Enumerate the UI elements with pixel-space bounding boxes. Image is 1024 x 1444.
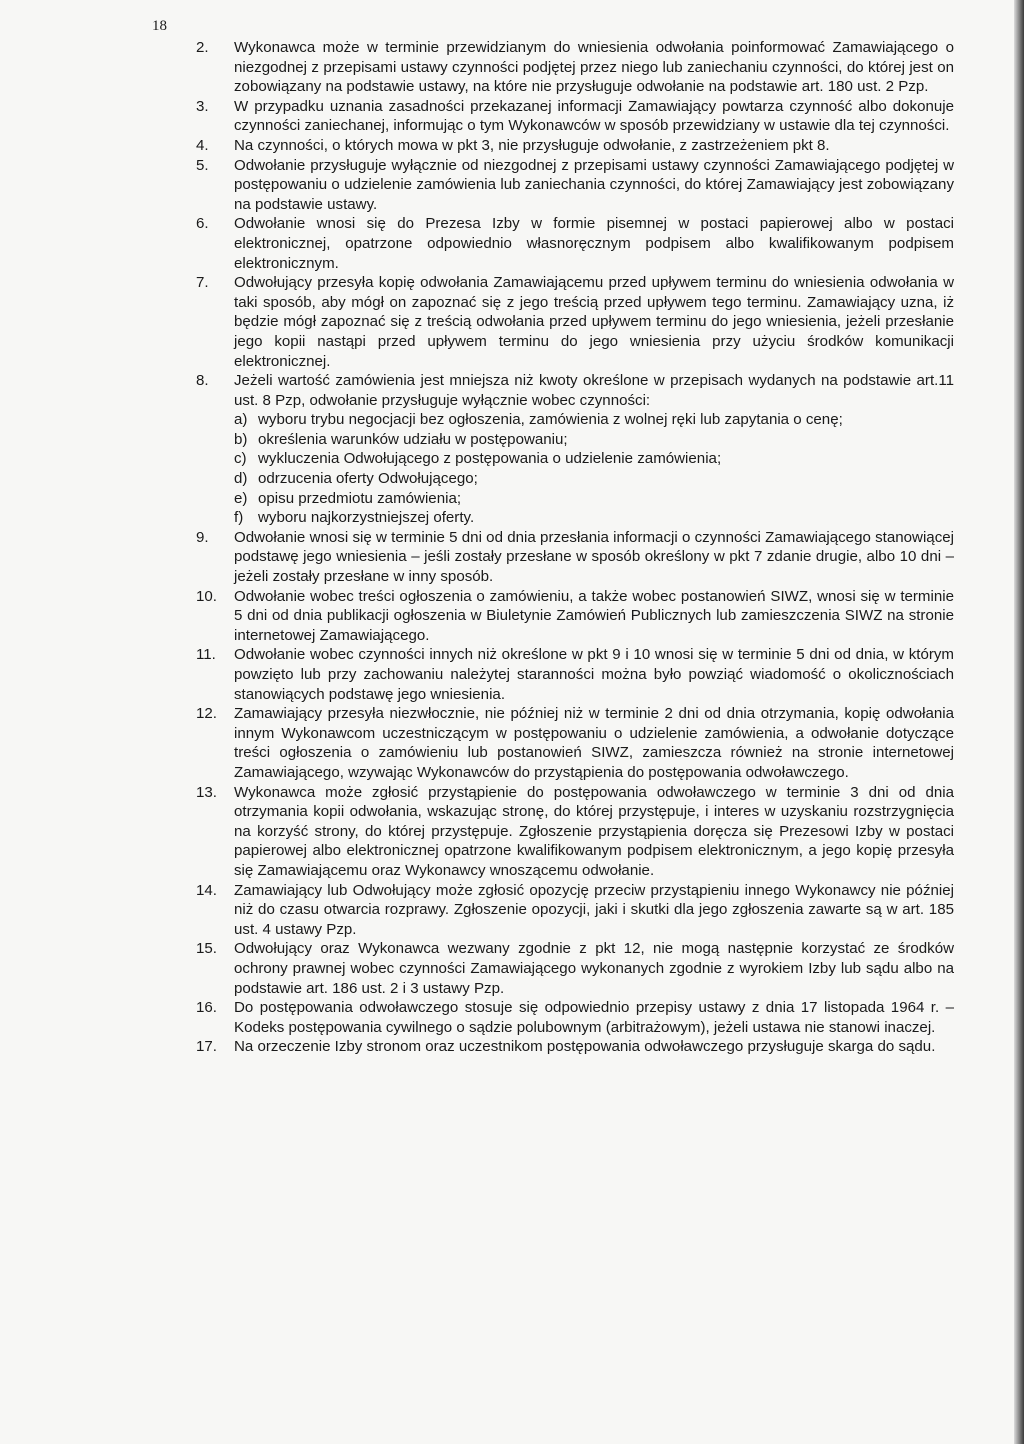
clause-number: 9. xyxy=(196,528,209,546)
sub-clause-item xyxy=(234,449,954,469)
sub-clause-text: wykluczenia Odwołującego z postępowania o udzielenie zamówienia; xyxy=(258,450,722,468)
clause-text: Odwołanie wobec treści ogłoszenia o zamówieniu, a także wobec postanowień SIWZ, wnosi się w terminie 5 dni od dnia publikacji ogłoszenia w Biuletynie Zamówień Publicznych lub zamieszczenia SIWZ na stronie internetowej Zamawiającego. xyxy=(234,587,954,644)
clause-item xyxy=(196,645,954,704)
clause-item xyxy=(196,273,954,371)
clause-text: Wykonawca może w terminie przewidzianym do wniesienia odwołania poinformować Zamawiającego o niezgodnej z przepisami ustawy czynności podjętej przez niego lub zaniechaniu czynności, do której jest on zobowiązany na podstawie ustawy, na które nie przysługuje odwołanie na podstawie art. 180 ust. 2 Pzp. xyxy=(234,39,954,96)
sub-clause-item xyxy=(234,489,954,509)
sub-clause-text: odrzucenia oferty Odwołującego; xyxy=(258,470,478,488)
clause-text: Odwołanie wnosi się do Prezesa Izby w formie pisemnej w postaci papierowej albo w postaci elektronicznej, opatrzone odpowiednio własnoręcznym podpisem albo kwalifikowanym podpisem elektronicznym. xyxy=(234,215,954,272)
clause-text: Wykonawca może zgłosić przystąpienie do postępowania odwoławczego w terminie 3 dni od dnia otrzymania kopii odwołania, wskazując stronę, do której przystępuje, i interes w uzyskaniu rozstrzygnięcia na korzyść strony, do której przystępuje. Zgłoszenie przystąpienia doręcza się Prezesowi Izby w postaci papierowej albo elektronicznej opatrzone kwalifikowanym podpisem elektronicznym, a jego kopię przesyła się Zamawiającemu oraz Wykonawcy wnoszącemu odwołanie. xyxy=(234,783,954,879)
clause-number: 7. xyxy=(196,274,209,292)
clause-item xyxy=(196,704,954,782)
clause-item xyxy=(196,939,954,998)
sub-clause-item xyxy=(234,410,954,430)
clause-item xyxy=(196,214,954,273)
clause-number: 8. xyxy=(196,372,209,390)
sub-clause-item xyxy=(234,508,954,528)
clause-number: 15. xyxy=(196,940,217,958)
sub-clause-text: wyboru najkorzystniejszej oferty. xyxy=(258,509,475,527)
sub-clause-item xyxy=(234,430,954,450)
clause-item xyxy=(196,881,954,940)
clause-item xyxy=(196,1037,954,1057)
clause-text: Do postępowania odwoławczego stosuje się odpowiednio przepisy ustawy z dnia 17 listopada 1964 r. – Kodeks postępowania cywilnego o sądzie polubownym (arbitrażowym), jeżeli ustawa nie stanowi inaczej. xyxy=(234,999,954,1036)
sub-clause-list xyxy=(234,410,954,528)
sub-clause-letter: b) xyxy=(234,430,248,448)
clause-item xyxy=(196,38,954,97)
page-number: 18 xyxy=(152,18,167,34)
clause-item xyxy=(196,156,954,215)
sub-clause-text: określenia warunków udziału w postępowaniu; xyxy=(258,430,568,448)
clause-text: Odwołujący przesyła kopię odwołania Zamawiającemu przed upływem terminu do wniesienia odwołania w taki sposób, aby mógł on zapoznać się z jego treścią przed upływem tego terminu. Zamawiający uzna, iż będzie mógł zapoznać się z treścią odwołania przed upływem terminu do jego wniesienia, jeżeli przesłanie jego kopii nastąpi przed upływem terminu do jego wniesienia przy użyciu środków komunikacji elektronicznej. xyxy=(234,274,954,370)
clause-item xyxy=(196,371,954,528)
sub-clause-item xyxy=(234,469,954,489)
clause-number: 6. xyxy=(196,215,209,233)
clause-number: 13. xyxy=(196,783,217,801)
clause-list xyxy=(196,38,954,1057)
clause-number: 5. xyxy=(196,156,209,174)
clause-item xyxy=(196,136,954,156)
clause-text: Zamawiający lub Odwołujący może zgłosić opozycję przeciw przystąpieniu innego Wykonawcy nie później niż do czasu otwarcia rozprawy. Zgłoszenie opozycji, jaki i skutki dla jego zgłoszenia zawarte są w art. 185 ust. 4 ustawy Pzp. xyxy=(234,881,954,938)
clause-number: 4. xyxy=(196,136,209,154)
sub-clause-letter: d) xyxy=(234,470,248,488)
clause-text: Odwołanie wnosi się w terminie 5 dni od dnia przesłania informacji o czynności Zamawiającego stanowiącej podstawę jego wniesienia – jeśli zostały przesłane w sposób określony w pkt 7 zdanie drugie, albo 10 dni – jeżeli zostały przesłane w inny sposób. xyxy=(234,528,954,586)
clause-number: 14. xyxy=(196,881,217,899)
clause-item xyxy=(196,528,954,587)
clause-text: W przypadku uznania zasadności przekazanej informacji Zamawiający powtarza czynność albo dokonuje czynności zaniechanej, informując o tym Wykonawców w sposób przewidziany w ustawie dla tej czynności. xyxy=(234,97,954,135)
clause-number: 11. xyxy=(196,646,216,664)
sub-clause-text: wyboru trybu negocjacji bez ogłoszenia, zamówienia z wolnej ręki lub zapytania o cenę; xyxy=(258,411,843,429)
clause-number: 10. xyxy=(196,587,217,605)
clause-text: Odwołujący oraz Wykonawca wezwany zgodnie z pkt 12, nie mogą następnie korzystać ze środków ochrony prawnej wobec czynności Zamawiającego wykonanych zgodnie z wyrokiem Izby lub sądu albo na podstawie art. 186 ust. 2 i 3 ustawy Pzp. xyxy=(234,940,954,997)
clause-item xyxy=(196,587,954,646)
clause-text: Na czynności, o których mowa w pkt 3, nie przysługuje odwołanie, z zastrzeżeniem pkt 8. xyxy=(234,136,830,154)
clause-text: Na orzeczenie Izby stronom oraz uczestnikom postępowania odwoławczego przysługuje skarga do sądu. xyxy=(234,1038,936,1056)
clause-number: 3. xyxy=(196,97,209,115)
clause-item xyxy=(196,998,954,1037)
sub-clause-text: opisu przedmiotu zamówienia; xyxy=(258,489,462,507)
clause-number: 2. xyxy=(196,39,209,56)
clause-number: 16. xyxy=(196,999,217,1017)
clause-text: Jeżeli wartość zamówienia jest mniejsza niż kwoty określone w przepisach wydanych na podstawie art.11 ust. 8 Pzp, odwołanie przysługuje wyłącznie wobec czynności: xyxy=(234,372,954,409)
sub-clause-letter: c) xyxy=(234,450,247,468)
sub-clause-letter: f) xyxy=(234,509,244,527)
clause-text: Odwołanie wobec czynności innych niż określone w pkt 9 i 10 wnosi się w terminie 5 dni od dnia, w którym powzięto lub przy zachowaniu należytej staranności można było powziąć wiadomość o okolicznościach stanowiących podstawę jego wniesienia. xyxy=(234,646,954,703)
sub-clause-letter: a) xyxy=(234,411,248,429)
clause-number: 17. xyxy=(196,1038,217,1056)
clause-item xyxy=(196,783,954,881)
scan-edge-shadow xyxy=(1014,0,1024,1444)
clause-item xyxy=(196,97,954,136)
sub-clause-letter: e) xyxy=(234,489,248,507)
clause-text: Zamawiający przesyła niezwłocznie, nie później niż w terminie 2 dni od dnia otrzymania, kopię odwołania innym Wykonawcom uczestniczącym w postępowaniu o udzielenie zamówienia, a odwołanie dotyczące treści ogłoszenia o zamówieniu lub postanowień SIWZ, zamieszcza również na stronie internetowej Zamawiającego, wzywając Wykonawców do przystąpienia do postępowania odwoławczego. xyxy=(234,705,954,781)
clause-number: 12. xyxy=(196,705,217,723)
clause-text: Odwołanie przysługuje wyłącznie od niezgodnej z przepisami ustawy czynności Zamawiającego podjętej w postępowaniu o udzielenie zamówienia lub zaniechania czynności, do której Zamawiający jest zobowiązany na podstawie ustawy. xyxy=(234,156,954,213)
